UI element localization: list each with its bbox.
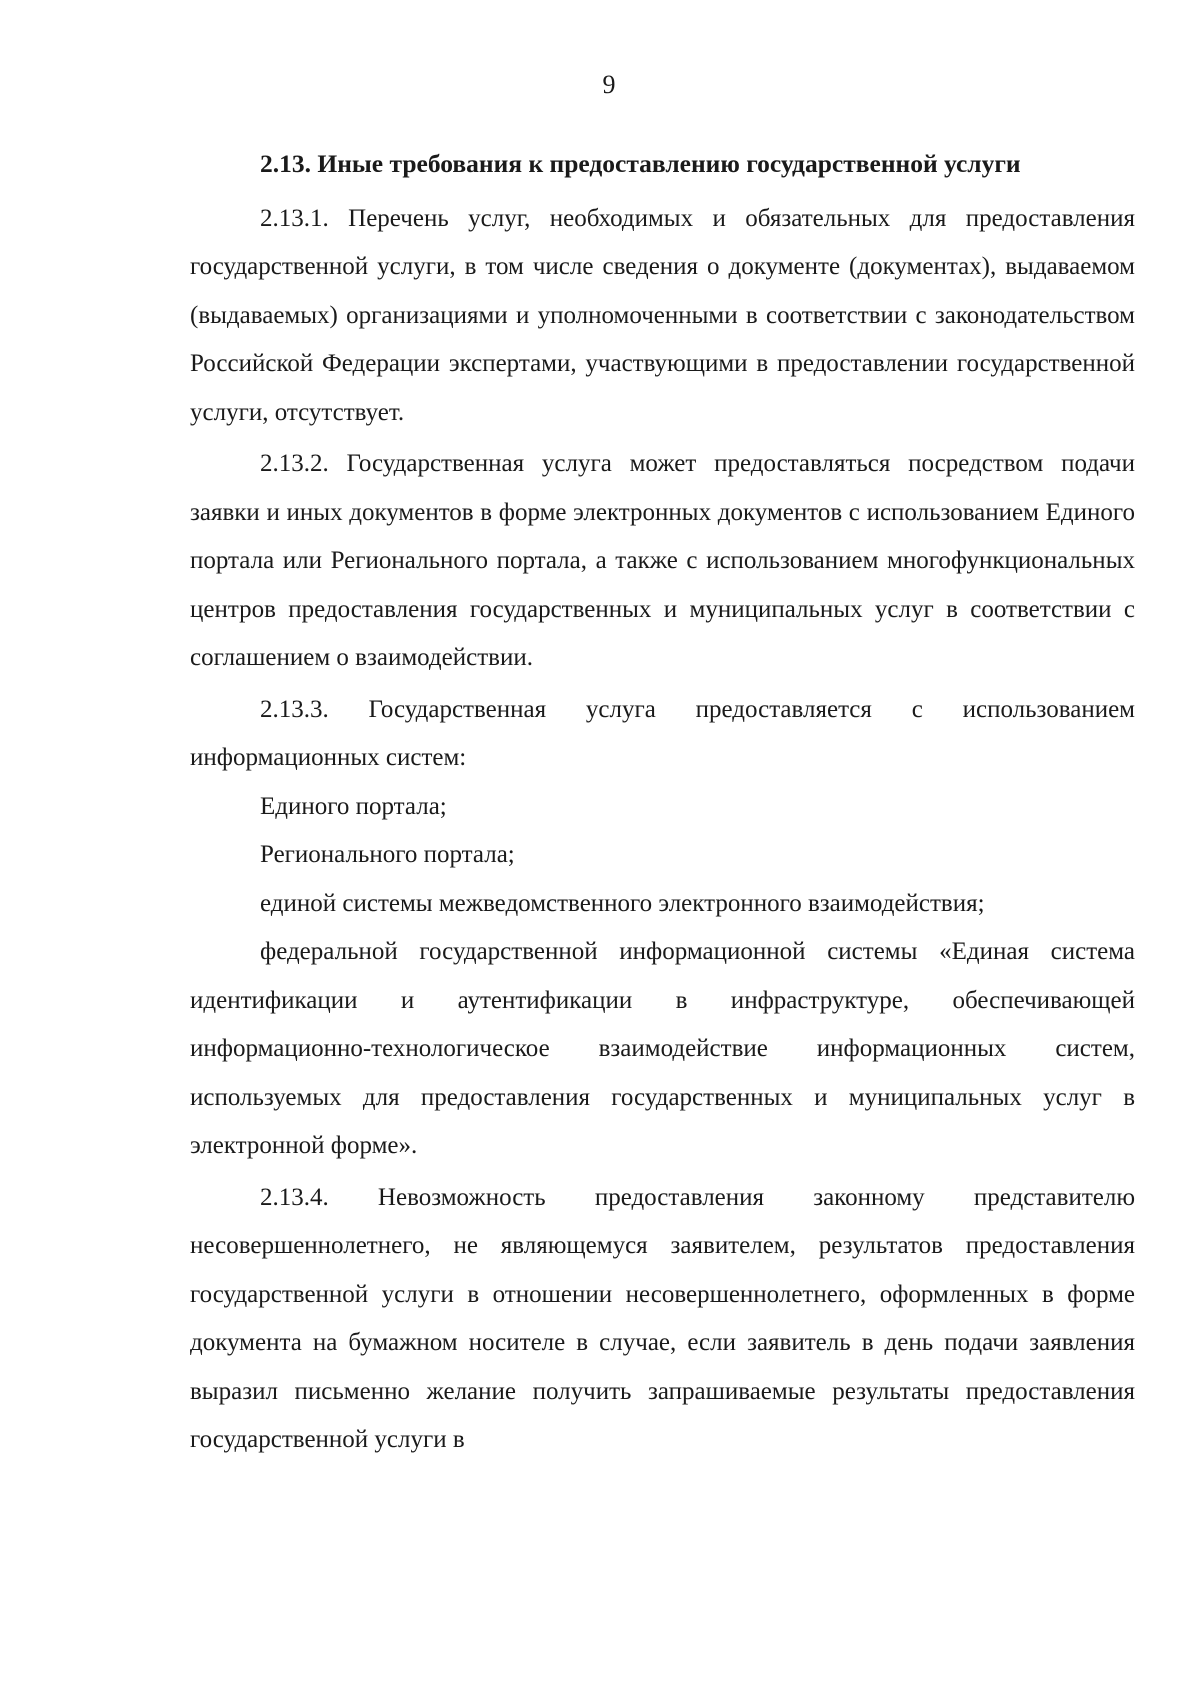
list-item-interagency-system: единой системы межведомственного электронного взаимодействия; xyxy=(260,889,985,917)
page-number: 9 xyxy=(602,70,616,99)
list-item-federal-system: федеральной государственной информационной системы «Единая система идентификации и аутентификации в инфраструктуре, обеспечивающей информационно-технологическое взаимодействие информационных систем, используемых для предоставления государственных и муниципальных услуг в электронной форме». xyxy=(190,938,1135,1159)
paragraph-2-13-3: 2.13.3. Государственная услуга предоставляется с использованием информационных систем: xyxy=(190,695,1135,771)
paragraph-2-13-4: 2.13.4. Невозможность предоставления законному представителю несовершеннолетнего, не являющемуся заявителем, результатов предоставления государственной услуги в отношении несовершеннолетнего, оформленных в форме документа на бумажном носителе в случае, если заявитель в день подачи заявления выразил письменно желание получить запрашиваемые результаты предоставления государственной услуги в xyxy=(190,1183,1135,1453)
document-body xyxy=(190,140,1135,1465)
paragraph-2-13-2: 2.13.2. Государственная услуга может предоставляться посредством подачи заявки и иных документов в форме электронных документов с использованием Единого портала или Регионального портала, а также с использованием многофункциональных центров предоставления государственных и муниципальных услуг в соответствии с соглашением о взаимодействии. xyxy=(190,450,1135,671)
list-item-regional-portal: Регионального портала; xyxy=(260,841,515,868)
list-item-unified-portal: Единого портала; xyxy=(260,792,447,820)
paragraph-2-13-1: 2.13.1. Перечень услуг, необходимых и обязательных для предоставления государственной услуги, в том числе сведения о документе (документах), выдаваемом (выдаваемых) организациями и уполномоченными в соответствии с законодательством Российской Федерации экспертами, участвующими в предоставлении государственной услуги, отсутствует. xyxy=(190,204,1135,426)
section-heading: 2.13. Иные требования к предоставлению государственной услуги xyxy=(260,149,1021,178)
